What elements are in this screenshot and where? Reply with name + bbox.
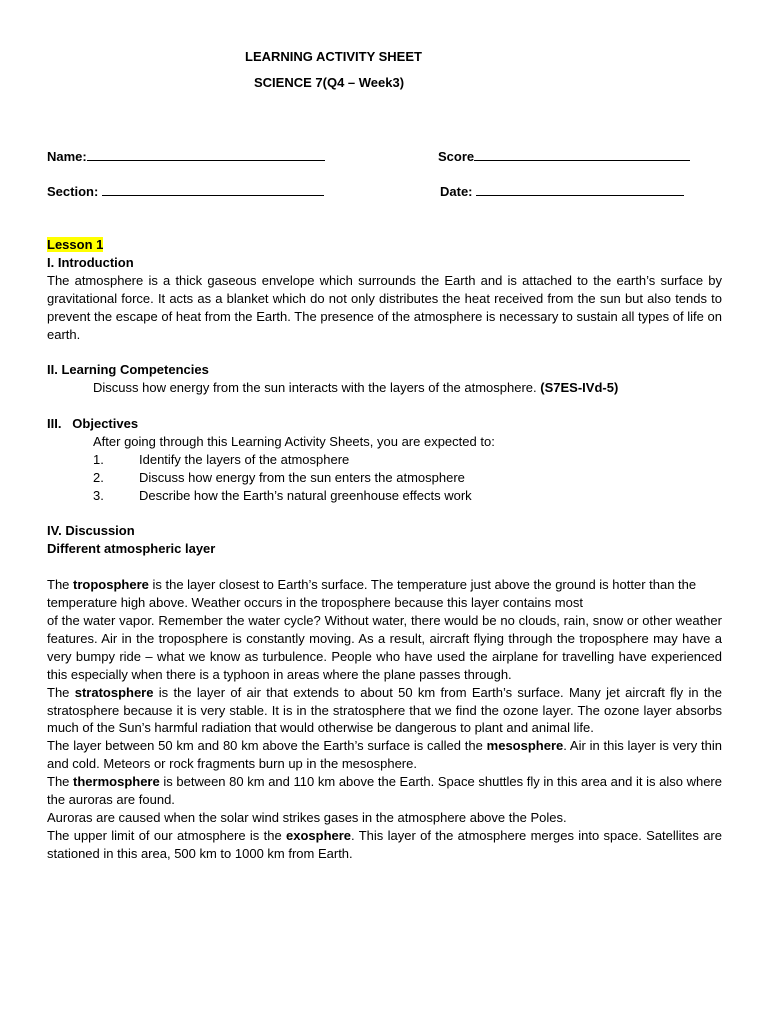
sheet-title: LEARNING ACTIVITY SHEET	[245, 49, 422, 64]
term-exosphere: exosphere	[286, 827, 352, 843]
name-label: Name:	[47, 149, 87, 164]
objectives-heading	[47, 415, 722, 433]
term-thermosphere: thermosphere	[73, 774, 160, 790]
competencies-text	[47, 379, 722, 397]
exosphere-paragraph: The upper limit of our atmosphere is the exosphere. This layer of the atmosphere merges into space. Satellites are stationed in this area, 500 km to 1000 km from Earth.	[47, 827, 722, 861]
mesosphere-paragraph: The layer between 50 km and 80 km above the Earth’s surface is called the mesosphere. Air in this layer is very thin and cold. Meteors or rock fragments burn up in the mesosphere.	[47, 738, 723, 772]
discussion-heading: IV. Discussion	[47, 523, 135, 539]
sheet-subtitle: SCIENCE 7(Q4 – Week3)	[254, 75, 405, 90]
score-field[interactable]	[438, 148, 690, 166]
objective-number: 2.	[93, 469, 104, 485]
discussion-subheading: Different atmospheric layer	[47, 541, 216, 557]
thermosphere-paragraph: The thermosphere is between 80 km and 110 km above the Earth. Space shuttles fly in this area and it is also where the auroras are found.	[47, 774, 722, 808]
date-label: Date:	[440, 184, 473, 199]
term-mesosphere: mesosphere	[486, 738, 564, 754]
score-blank-line[interactable]	[474, 148, 690, 161]
troposphere-paragraph-a: The troposphere is the layer closest to Earth’s surface. The temperature just above the ground is hotter than the temperature high above. Weather occurs in the troposphere because this layer contains most	[47, 577, 697, 611]
score-label: Score	[438, 149, 475, 164]
objective-item	[47, 487, 722, 505]
competencies-heading: II. Learning Competencies	[47, 362, 209, 378]
date-blank-line[interactable]	[476, 183, 684, 196]
introduction-text: The atmosphere is a thick gaseous envelope which surrounds the Earth and is attached to the earth’s surface by gravitational force. It acts as a blanket which do not only distributes the heat received from the sun but also tends to prevent the escape of heat from the Earth. The presence of the atmosphere is necessary to sustain all types of life on earth.	[47, 272, 722, 342]
objectives-lead: After going through this Learning Activity Sheets, you are expected to:	[93, 433, 495, 449]
objective-item	[47, 451, 722, 469]
objective-number: 3.	[93, 487, 104, 503]
stratosphere-paragraph: The stratosphere is the layer of air that extends to about 50 km from Earth’s surface. Many jet aircraft fly in the stratosphere because it is very stable. It is in the stratosphere that we find the ozone layer. The ozone layer absorbs much of the Sun’s harmful radiation that would otherwise be dangerous to plant and animal life.	[47, 684, 722, 736]
competency-code: (S7ES-IVd-5)	[540, 380, 619, 396]
objective-text: Identify the layers of the atmosphere	[139, 451, 350, 467]
section-label: Section:	[47, 184, 99, 199]
date-field[interactable]	[440, 183, 684, 201]
aurora-paragraph: Auroras are caused when the solar wind strikes gases in the atmosphere above the Poles.	[47, 809, 567, 825]
objective-text: Describe how the Earth’s natural greenhouse effects work	[139, 487, 472, 503]
term-troposphere: troposphere	[73, 577, 149, 593]
lesson-content	[47, 236, 722, 863]
section-blank-line[interactable]	[102, 183, 324, 196]
name-field[interactable]	[47, 148, 325, 166]
lesson-label: Lesson 1	[47, 237, 104, 252]
term-stratosphere: stratosphere	[74, 684, 154, 700]
competency-statement: Discuss how energy from the sun interacts with the layers of the atmosphere.	[93, 380, 537, 396]
name-blank-line[interactable]	[87, 148, 325, 161]
objective-item	[47, 469, 722, 487]
objective-number: 1.	[93, 451, 104, 467]
objectives-heading-num: III.	[47, 416, 62, 432]
objective-text: Discuss how energy from the sun enters the atmosphere	[139, 469, 465, 485]
section-field[interactable]	[47, 183, 324, 201]
introduction-heading: I. Introduction	[47, 254, 134, 270]
objectives-heading-text: Objectives	[72, 416, 139, 432]
troposphere-paragraph-b: of the water vapor. Remember the water cycle? Without water, there would be no clouds, rain, snow or other weather features. Air in the troposphere is constantly moving. As a result, aircraft flying through the troposphere may have a very bumpy ride – what we know as turbulence. People who have used the airplane for travelling have experienced this especially when there is a typhoon in areas where the plane passes through.	[47, 612, 722, 682]
